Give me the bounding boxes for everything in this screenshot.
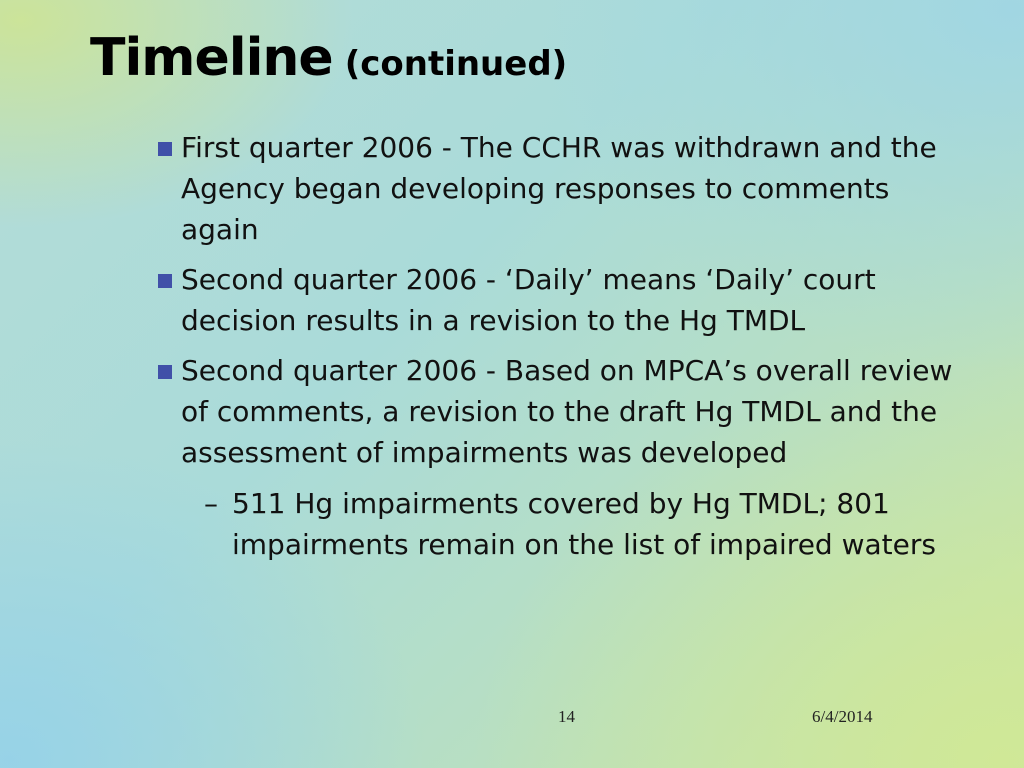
dash-bullet-icon: – [204,487,218,520]
square-bullet-icon [158,274,172,288]
bullet-item [156,350,956,473]
title-subtitle: (continued) [344,44,568,84]
bullet-list [156,127,956,565]
bullet-item [156,259,956,341]
square-bullet-icon [158,365,172,379]
page-number: 14 [558,707,575,726]
sub-bullet-text: 511 Hg impairments covered by Hg TMDL; 801 impairments remain on the list of impaired waters [232,487,936,561]
slide-date: 6/4/2014 [812,707,873,726]
bullet-text: First quarter 2006 - The CCHR was withdrawn and the Agency began developing responses to comments again [181,131,937,246]
bullet-item [156,127,956,250]
title-main: Timeline [90,28,333,88]
square-bullet-icon [158,142,172,156]
sub-bullet-item [156,483,956,565]
slide-title [90,28,567,88]
bullet-text: Second quarter 2006 - Based on MPCA’s overall review of comments, a revision to the draft Hg TMDL and the assessment of impairments was developed [181,354,953,469]
bullet-text: Second quarter 2006 - ‘Daily’ means ‘Daily’ court decision results in a revision to the Hg TMDL [181,263,876,337]
